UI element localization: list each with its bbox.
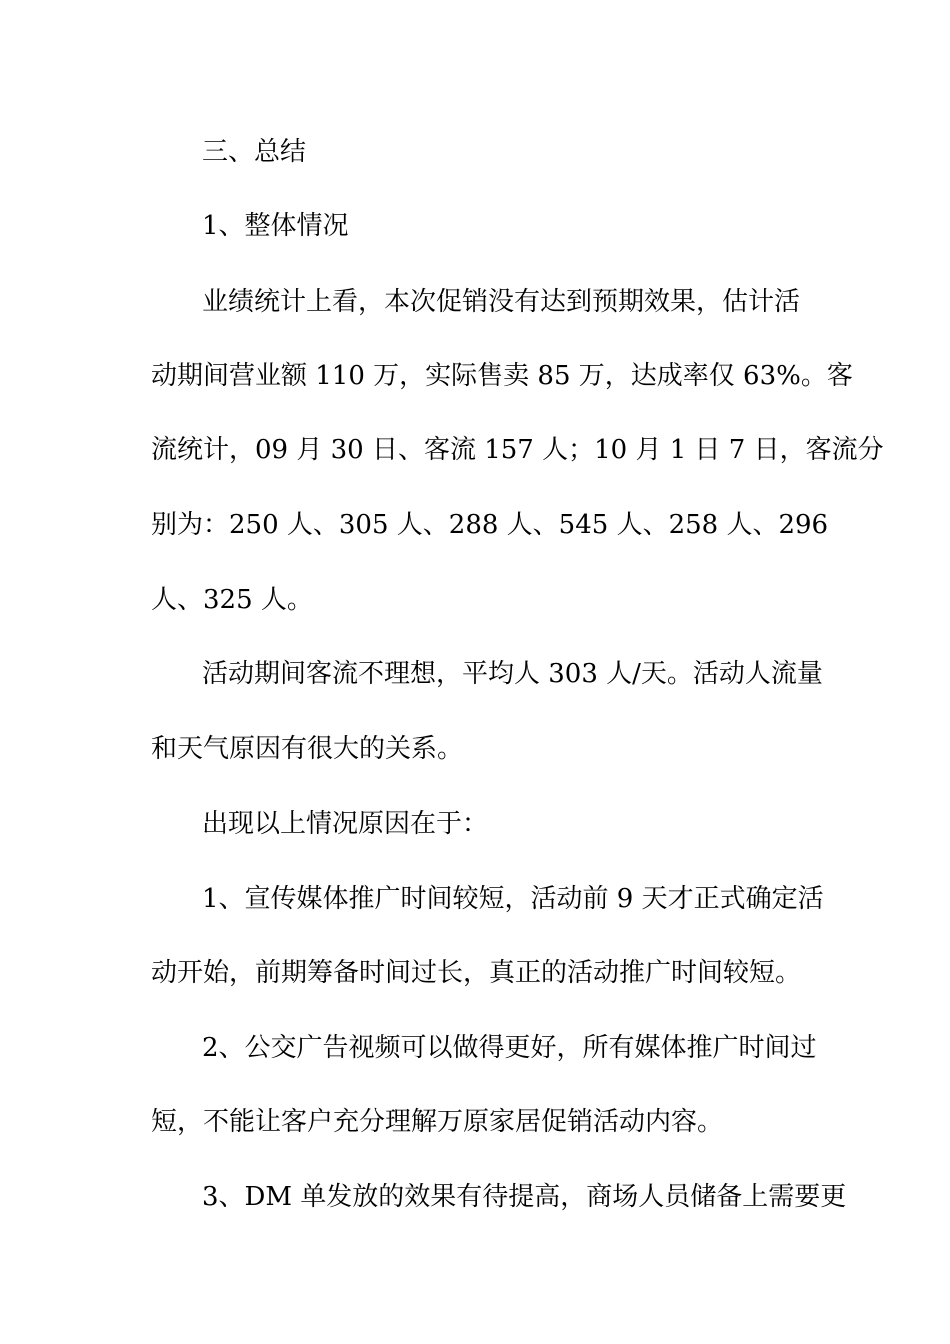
paragraph-line: 别为：250 人、305 人、288 人、545 人、258 人、296	[151, 510, 829, 540]
paragraph-line: 活动期间客流不理想，平均人 303 人/天。活动人流量	[202, 659, 823, 689]
list-item-line: 1、宣传媒体推广时间较短，活动前 9 天才正式确定活	[202, 884, 824, 914]
paragraph-line: 出现以上情况原因在于：	[202, 809, 489, 839]
list-item-line: 3、DM 单发放的效果有待提高，商场人员储备上需要更	[202, 1182, 847, 1212]
list-item-line: 2、公交广告视频可以做得更好，所有媒体推广时间过	[202, 1033, 817, 1063]
paragraph-line: 业绩统计上看，本次促销没有达到预期效果，估计活	[202, 287, 801, 317]
list-item-line: 动开始，前期筹备时间过长，真正的活动推广时间较短。	[151, 958, 802, 988]
paragraph-line: 和天气原因有很大的关系。	[151, 734, 464, 764]
section-heading: 三、总结	[202, 137, 307, 167]
subsection-heading: 1、整体情况	[202, 211, 349, 241]
paragraph-line: 动期间营业额 110 万，实际售卖 85 万，达成率仅 63%。客	[151, 361, 853, 391]
list-item-line: 短，不能让客户充分理解万原家居促销活动内容。	[151, 1107, 724, 1137]
paragraph-line: 人、325 人。	[151, 585, 313, 615]
paragraph-line: 流统计，09 月 30 日、客流 157 人；10 月 1 日 7 日，客流分	[151, 435, 884, 465]
